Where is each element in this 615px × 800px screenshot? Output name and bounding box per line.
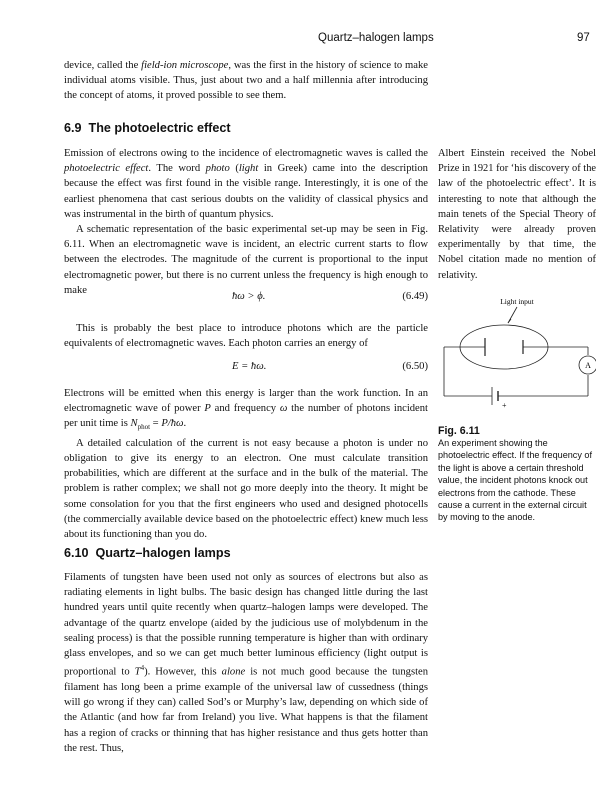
sidenote-einstein: Albert Einstein received the Nobel Prize in 1921 for ‘his discovery of the law of the photoelectric effect’. It is interesting to note that although the main tenets of the Special Theory of Relativity were already proven experimentally by that time, the Nobel citation made no mention of relativity. xyxy=(438,148,596,281)
section-heading-6-9: 6.9 The photoelectric effect xyxy=(64,121,231,135)
paragraph: Emission of electrons owing to the incidence of electromagnetic waves is called the photoelectric effect. The word photo (light in Greek) came into the description because the effect was first found in the visible range. Interestingly, it is one of the earliest phenomena that cast serious doubts on the validity of classical physics and was instrumental in the birth of quantum physics. xyxy=(64,148,428,220)
section-6-9-body-2 xyxy=(64,321,428,351)
equation-number: (6.50) xyxy=(402,361,428,372)
light-input-label: Light input xyxy=(500,297,534,306)
running-title: Quartz–halogen lamps xyxy=(318,32,434,44)
paragraph: A detailed calculation of the current is not easy because a photon is under no obligation to give its energy to an electron. One must calculate transition probabilities, which are different at the surface and in the bulk of the material. The problem is rather complex; we shall not go more deeply into the theory. It might be some consolation for you that the first engineers who used and designed photocells (the commercially available device based on the photoelectric effect) knew much less about its functioning than you do. xyxy=(64,437,428,540)
figure-label: Fig. 6.11 xyxy=(438,425,480,437)
page-number: 97 xyxy=(577,32,590,44)
section-6-9-body xyxy=(64,146,428,298)
term-field-ion-microscope: field-ion microscope xyxy=(141,60,229,71)
ammeter-label: A xyxy=(585,361,591,370)
equation-6-49: ħω > ϕ. (6.49) xyxy=(232,291,428,302)
intro-paragraph: device, called the field-ion microscope, was the first in the history of science to make individual atoms visible. Thus, just about two and a half millennia after introducing the concept of atoms, it proved possible to see them. xyxy=(64,60,428,102)
paragraph: This is probably the best place to introduce photons which are the particle equivalents of electromagnetic waves. Each photon carries an energy of xyxy=(64,323,428,350)
equation-6-50: E = ħω. (6.50) xyxy=(232,361,428,372)
paragraph: A schematic representation of the basic experimental set-up may be seen in Fig. 6.11. When an electromagnetic wave is incident, an electric current starts to flow between the electrodes. The magnitude of the current is proportional to the input electromagnetic power, but there is no current unless the frequency is high enough to make xyxy=(64,224,428,296)
paragraph: Filaments of tungsten have been used not only as sources of electrons but also as radiating elements in light bulbs. The basic design has changed little during the last hundred years until quite recently when quartz–halogen lamps were developed. The advantage of the quartz envelope (aided by the judicious use of molybdenum in the sealing process) is that the possible running temperature is higher than with ordinary glass envelopes, and so we can get much better luminous efficiency (light output is proportional to $T^4$). However, this alone is not much good because the tungsten filament has long been a prime example of the universal law of cussedness (things will go wrong if they can) called Sod’s or Murphy’s law, depending on which side of the Atlantic (and how far from Ireland) you live. What happens is that the filament has a region of cracks or thinning that has higher resistance and thus gets hotter than the rest. Thus, xyxy=(64,572,429,754)
section-6-9-body-3 xyxy=(64,386,428,542)
paragraph: Electrons will be emitted when this energy is larger than the work function. In an electromagnetic wave of power P and frequency ω the number of photons incident per unit time is $N_{phot}$ = P/ħω. xyxy=(64,388,428,432)
photoelectric-circuit-diagram xyxy=(438,296,596,420)
figure-caption: An experiment showing the photoelectric effect. If the frequency of the light is above a certain threshold value, the incident photons knock out electrons from the cathode. These cause a current in the external circuit by moving to the anode. xyxy=(438,438,593,523)
section-heading-6-10: 6.10 Quartz–halogen lamps xyxy=(64,546,231,560)
plus-label: + xyxy=(502,401,507,410)
equation-number: (6.49) xyxy=(402,291,428,302)
section-6-10-body xyxy=(64,570,428,756)
